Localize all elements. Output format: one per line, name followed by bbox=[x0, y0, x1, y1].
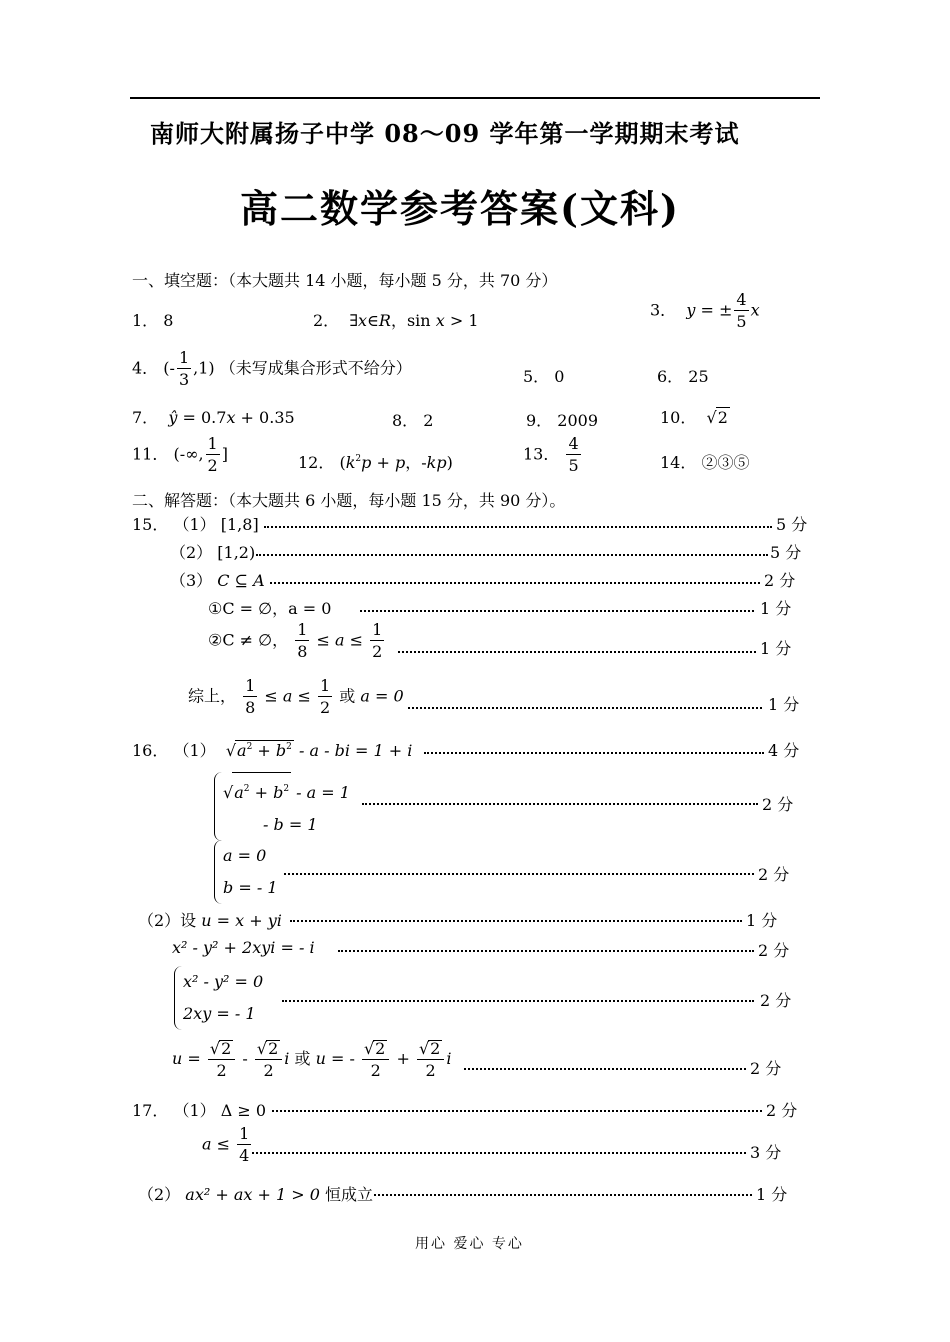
answer-2: 2． ∃x∈R，sin x > 1 bbox=[313, 311, 479, 330]
leader-dots bbox=[256, 554, 768, 556]
q16-final: u = $\frac{√2}{2}$ - $\frac{√2}{2}$ i 或 u = - $\frac{√2}{2}$ + $\frac{√2}{2}$ i bbox=[172, 1039, 452, 1080]
leader-dots bbox=[282, 1000, 754, 1002]
answer-7: 7． ŷ = 0.7x + 0.35 bbox=[132, 408, 295, 427]
q17-step1: a ≤ $\frac{1}{4}$ bbox=[202, 1124, 250, 1165]
answer-label: 14． bbox=[660, 453, 697, 472]
leader-dots bbox=[360, 610, 754, 612]
q16-system3: x² - y² = 0 2xy = - 1 bbox=[174, 966, 263, 1030]
score: 2 分 bbox=[758, 941, 790, 960]
leader-dots bbox=[362, 803, 758, 805]
answer-11: 11． (-∞, $\frac{1}{2}$ ] bbox=[132, 434, 228, 475]
answer-label: 4． bbox=[132, 358, 159, 378]
answer-label: 13． bbox=[523, 444, 560, 464]
leader-dots bbox=[264, 526, 772, 528]
answer-12: 12． ($k^2p + p$，-kp) bbox=[298, 453, 453, 472]
score: 1 分 bbox=[756, 1185, 788, 1204]
answer-label: 7． bbox=[132, 408, 159, 427]
leader-dots bbox=[284, 873, 754, 875]
q17-part2: （2） ax² + ax + 1 > 0 恒成立 bbox=[138, 1185, 374, 1204]
q16-system1: $√a^2 + b^2 - a = 1$ - b = 1 bbox=[214, 772, 350, 841]
answer-label: 12． bbox=[298, 453, 335, 472]
score: 5 分 bbox=[770, 543, 802, 562]
q15-part3: （3） C ⊆ A bbox=[170, 571, 265, 590]
answer-label: 2． bbox=[313, 311, 340, 330]
score: 1 分 bbox=[768, 695, 800, 714]
answer-3: 3． y = ± $\frac{4}{5}$ x bbox=[650, 290, 760, 331]
leader-dots bbox=[398, 651, 756, 653]
leader-dots bbox=[270, 582, 760, 584]
score: 2 分 bbox=[766, 1101, 798, 1120]
score: 2 分 bbox=[758, 865, 790, 884]
answer-label: 9． bbox=[526, 411, 553, 430]
score: 2 分 bbox=[764, 571, 796, 590]
answer-label: 1． bbox=[132, 311, 159, 330]
q15-part2: （2） [1,2) bbox=[170, 543, 256, 562]
score: 1 分 bbox=[746, 911, 778, 930]
leader-dots bbox=[424, 752, 764, 754]
answer-9: 9． 2009 bbox=[526, 411, 598, 430]
answer-label: 10． bbox=[660, 408, 697, 427]
q16-step2: x² - y² + 2xyi = - i bbox=[172, 938, 315, 957]
answer-5: 5． 0 bbox=[523, 367, 565, 386]
page-footer: 用心 爱心 专心 bbox=[415, 1236, 524, 1252]
leader-dots bbox=[464, 1068, 746, 1070]
leader-dots bbox=[290, 920, 742, 922]
section2-heading: 二、解答题：（本大题共 6 小题，每小题 15 分，共 90 分）。 bbox=[132, 491, 566, 510]
score: 1 分 bbox=[760, 639, 792, 658]
leader-dots bbox=[338, 950, 754, 952]
q15-case1: ①C = ∅，a = 0 bbox=[208, 599, 332, 618]
score: 2 分 bbox=[762, 795, 794, 814]
score: 5 分 bbox=[776, 515, 808, 534]
q16-part2: （2）设 u = x + yi bbox=[138, 911, 282, 930]
q17-part1: 17． （1） Δ ≥ 0 bbox=[132, 1101, 267, 1120]
section1-heading: 一、填空题：（本大题共 14 小题，每小题 5 分，共 70 分） bbox=[132, 271, 558, 290]
header-rule bbox=[130, 97, 820, 99]
answer-4: 4． (- $\frac{1}{3}$ ,1) （未写成集合形式不给分） bbox=[132, 348, 412, 389]
q15-part1: 15． （1） [1,8] bbox=[132, 515, 259, 534]
answer-label: 6． bbox=[657, 367, 684, 386]
leader-dots bbox=[374, 1194, 752, 1196]
q16-system2: a = 0 b = - 1 bbox=[214, 840, 278, 904]
score: 2 分 bbox=[760, 991, 792, 1010]
score: 3 分 bbox=[750, 1143, 782, 1162]
answer-4-note: （未写成集合形式不给分） bbox=[219, 358, 412, 378]
q15-case2: ②C ≠ ∅， $\frac{1}{8}$ ≤ a ≤ $\frac{1}{2}$ bbox=[208, 620, 383, 661]
answer-8: 8． 2 bbox=[392, 411, 434, 430]
answer-1: 1． 8 bbox=[132, 311, 174, 330]
answer-6: 6． 25 bbox=[657, 367, 709, 386]
leader-dots bbox=[408, 707, 762, 709]
leader-dots bbox=[252, 1152, 746, 1154]
answer-label: 3． bbox=[650, 300, 677, 320]
score: 4 分 bbox=[768, 741, 800, 760]
school-title: 南师大附属扬子中学 08～09 学年第一学期期末考试 bbox=[150, 119, 740, 148]
score: 1 分 bbox=[760, 599, 792, 618]
answer-10: 10． √2 bbox=[660, 408, 728, 427]
score: 2 分 bbox=[750, 1059, 782, 1078]
answer-label: 5． bbox=[523, 367, 550, 386]
q16-part1: 16． （1） $√a^2 + b^2 - a$ - bi = 1 + i bbox=[132, 741, 413, 760]
q15-conclusion: 综上， $\frac{1}{8}$ ≤ a ≤ $\frac{1}{2}$ 或 a = 0 bbox=[188, 676, 404, 717]
answer-14: 14． ②③⑤ bbox=[660, 453, 750, 472]
answer-label: 8． bbox=[392, 411, 419, 430]
page-title: 高二数学参考答案(文科) bbox=[240, 186, 680, 231]
answer-13: 13． $\frac{4}{5}$ bbox=[523, 434, 579, 475]
leader-dots bbox=[272, 1110, 762, 1112]
answer-label: 11． bbox=[132, 444, 169, 464]
